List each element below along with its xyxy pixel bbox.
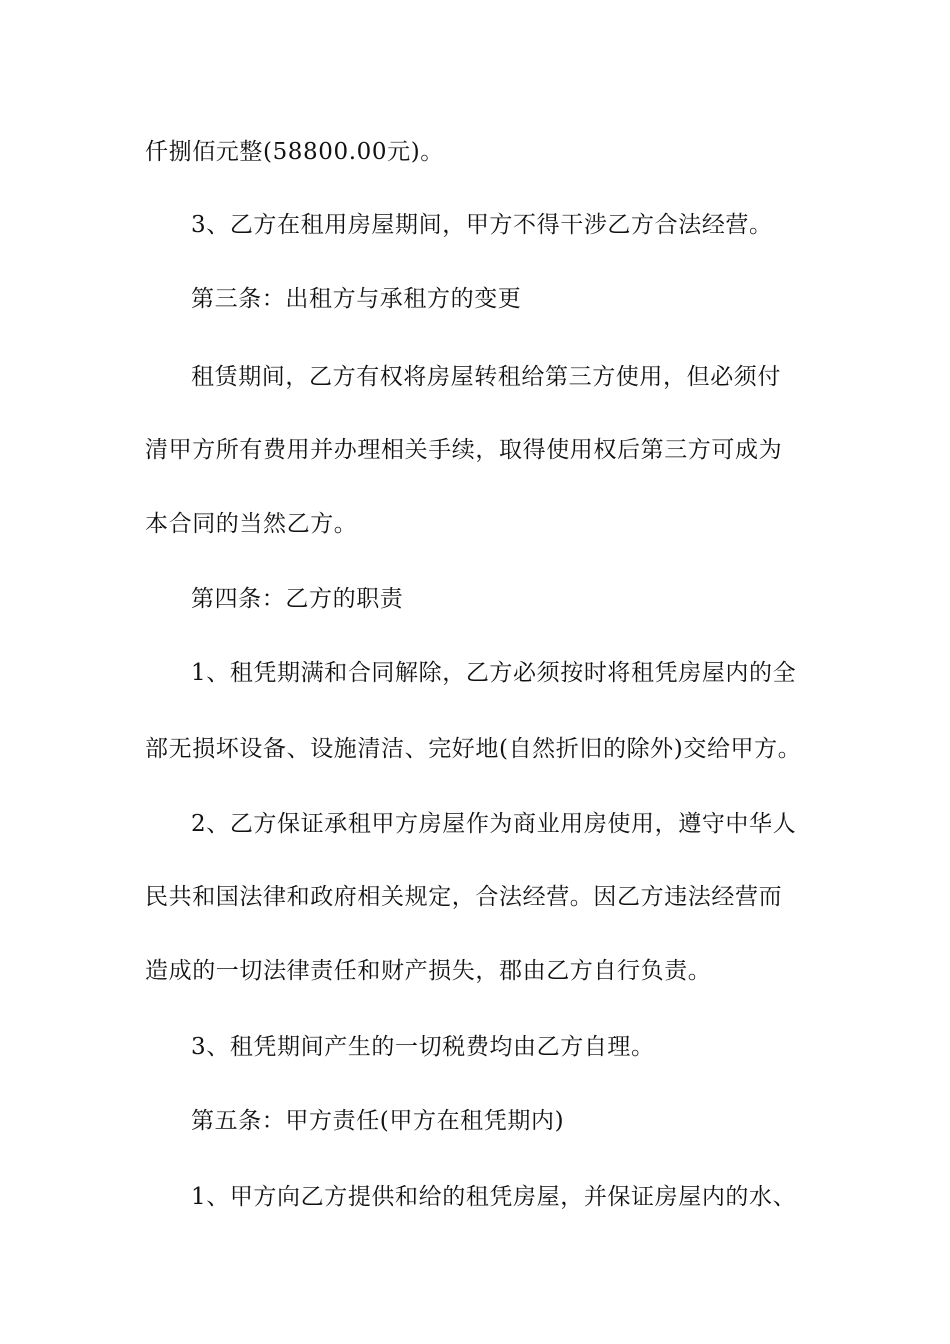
text-line-article-4-item-2a: 2、乙方保证承租甲方房屋作为商业用房使用，遵守中华人 — [191, 811, 797, 837]
text-line-article-4-item-2b: 民共和国法律和政府相关规定，合法经营。因乙方违法经营而 — [145, 884, 783, 910]
text-line-article-5-item-1: 1、甲方向乙方提供和给的租凭房屋，并保证房屋内的水、 — [191, 1184, 797, 1210]
text-line-clause-2-3: 3、乙方在租用房屋期间，甲方不得干涉乙方合法经营。 — [191, 212, 773, 238]
text-line-rent-amount: 仟捌佰元整(58800.00元)。 — [145, 139, 444, 165]
article-5-heading: 第五条：甲方责任(甲方在租凭期内) — [191, 1108, 565, 1134]
article-4-heading: 第四条：乙方的职责 — [191, 586, 404, 612]
text-line-article-3-body-2: 清甲方所有费用并办理相关手续，取得使用权后第三方可成为 — [145, 437, 783, 463]
text-line-article-4-item-3: 3、租凭期间产生的一切税费均由乙方自理。 — [191, 1034, 655, 1060]
text-line-article-3-body-3: 本合同的当然乙方。 — [145, 511, 358, 537]
article-3-heading: 第三条：出租方与承租方的变更 — [191, 286, 522, 312]
text-line-article-4-item-1b: 部无损坏设备、设施清洁、完好地(自然折旧的除外)交给甲方。 — [145, 736, 802, 762]
text-line-article-3-body-1: 租赁期间，乙方有权将房屋转租给第三方使用，但必须付 — [191, 364, 781, 390]
text-line-article-4-item-1a: 1、租凭期满和合同解除，乙方必须按时将租凭房屋内的全 — [191, 660, 797, 686]
text-line-article-4-item-2c: 造成的一切法律责任和财产损失，郡由乙方自行负责。 — [145, 958, 712, 984]
